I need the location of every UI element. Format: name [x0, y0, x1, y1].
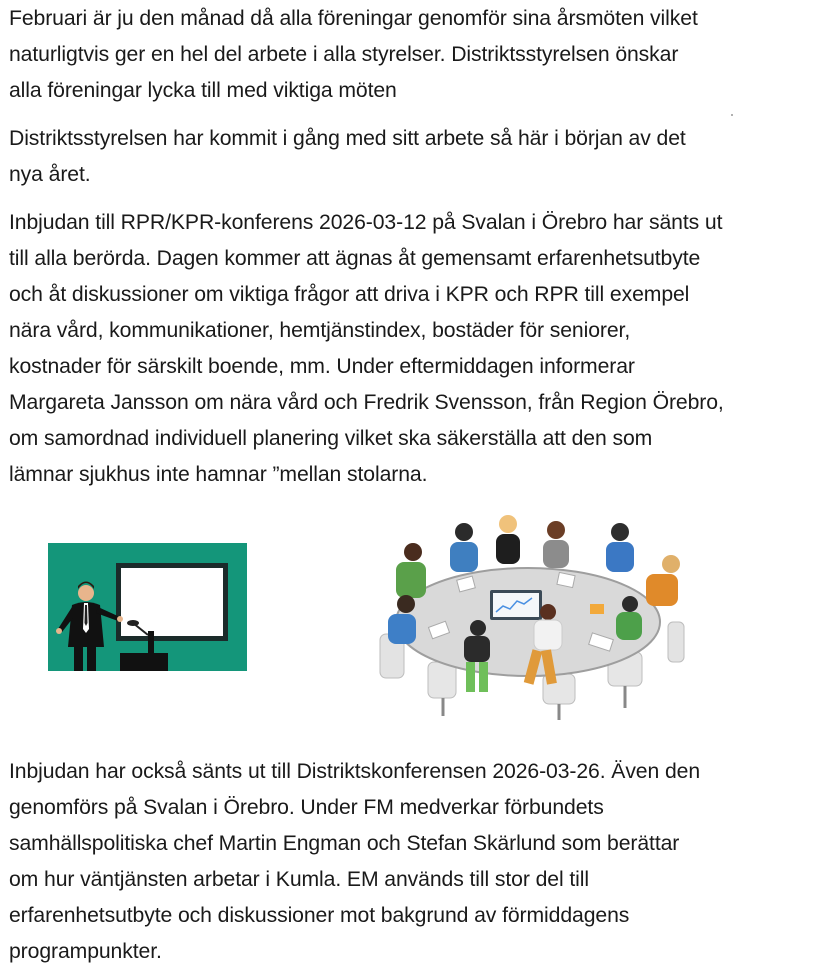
- intro-paragraph: Februari är ju den månad då alla föreningar genomför sina årsmöten vilket naturligtvis ger en hel del arbete i alla styrelser. Distriktsstyrelsen önskar alla föreningar lycka till med viktiga möten: [9, 7, 698, 102]
- stray-dot: [731, 114, 733, 116]
- round-table-meeting-illustration: [368, 512, 688, 724]
- district-conference-paragraph: Inbjudan har också sänts ut till Distriktskonferensen 2026-03-26. Även den genomförs på Svalan i Örebro. Under FM medverkar förbundets samhällspolitiska chef Martin Engman och Stefan Skärlund som berättar om hur väntjänsten arbetar i Kumla. EM används till stor del till erfarenhetsutbyte och diskussioner mot bakgrund av förmiddagens programpunkter.: [9, 760, 701, 963]
- presenter-whiteboard-illustration: [48, 543, 247, 671]
- board-work-paragraph: Distriktsstyrelsen har kommit i gång med sitt arbete så här i början av det nya året.: [9, 127, 686, 186]
- rpr-kpr-conference-paragraph: Inbjudan till RPR/KPR-konferens 2026-03-12 på Svalan i Örebro har sänts ut till alla berörda. Dagen kommer att ägnas åt gemensamt erfarenhetsutbyte och åt diskussioner om viktiga frågor att driva i KPR och RPR till exempel nära vård, kommunikationer, hemtjänstindex, bostäder för seniorer, kostnader för särskilt boende, mm. Under eftermiddagen informerar Margareta Jansson om nära vård och Fredrik Svensson, från Region Örebro, om samordnad individuell planering vilket ska säkerställa att den som lämnar sjukhus inte hamnar ”mellan stolarna.: [9, 211, 724, 486]
